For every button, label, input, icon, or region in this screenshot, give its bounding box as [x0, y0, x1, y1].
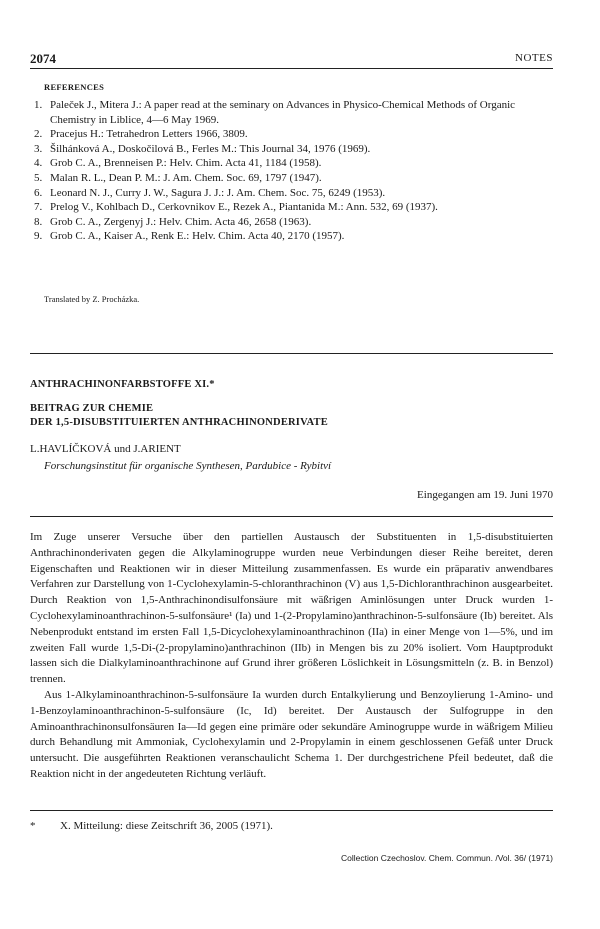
article-title: ANTHRACHINONFARBSTOFFE XI.*	[30, 379, 215, 390]
section-divider	[30, 353, 553, 354]
article-subtitle-line1: BEITRAG ZUR CHEMIE	[30, 403, 154, 414]
reference-item: 7. Prelog V., Kohlbach D., Cerkovnikov E., Rezek A., Piantanida M.: Ann. 532, 69 (1937).	[34, 201, 438, 214]
reference-item: 6. Leonard N. J., Curry J. W., Sagura J. J.: J. Am. Chem. Soc. 75, 6249 (1953).	[34, 186, 386, 199]
journal-page	[30, 0, 553, 929]
reference-item: 5. Malan R. L., Dean P. M.: J. Am. Chem. Soc. 69, 1797 (1947).	[34, 171, 322, 184]
reference-list	[30, 98, 553, 244]
article-institution: Forschungsinstitut für organische Synthesen, Pardubice - Rybitví	[44, 460, 332, 472]
reference-item: 2. Pracejus H.: Tetrahedron Letters 1966, 3809.	[34, 128, 248, 141]
article-body	[30, 530, 553, 783]
reference-item: 9. Grob C. A., Kaiser A., Renk E.: Helv. Chim. Acta 40, 2170 (1957).	[34, 230, 345, 243]
translator-credit: Translated by Z. Procházka.	[44, 294, 140, 304]
page-number: 2074	[30, 51, 56, 66]
page-header	[30, 49, 553, 69]
received-date: Eingegangen am 19. Juni 1970	[417, 489, 553, 501]
reference-item: 3. Šilhánková A., Doskočilová B., Ferles M.: This Journal 34, 1976 (1969).	[34, 142, 371, 155]
body-paragraph: Aus 1-Alkylaminoanthrachinon-5-sulfonsäure Ia wurden durch Entalkylierung und Benzoylierung 1-Amino- und 1-Benzoylaminoanthrachinon-5-sulfonsäure (Ic, Id) bereitet. Der Austausch der Sulfogruppe in den Aminoanthrachinonsulfonsäuren Ia—Id gegen eine primäre oder sekundäre Aminogruppe wurde in wäßrigem Milieu durch Behandlung mit Ammoniak, Cyclohexylamin und 2-Propylamin in einem geschlossenen Gefäß unter Druck untersucht. Die ausgeführten Reaktionen veranschaulicht Schema 1. Der durchgestrichene Pfeil bedeutet, daß die Reaktion nicht in der angedeuteten Richtung verläuft.	[30, 688, 553, 780]
running-title: NOTES	[515, 52, 553, 64]
reference-item: 4. Grob C. A., Brenneisen P.: Helv. Chim. Acta 41, 1184 (1958).	[34, 157, 322, 170]
footnote-divider	[30, 810, 553, 811]
references-heading: REFERENCES	[44, 82, 105, 92]
article-authors: L.HAVLÍČKOVÁ und J.ARIENT	[30, 443, 181, 455]
article-subtitle-line2: DER 1,5-DISUBSTITUIERTEN ANTHRACHINONDERIVATE	[30, 417, 328, 428]
footnote-text: X. Mitteilung: diese Zeitschrift 36, 2005 (1971).	[60, 820, 273, 832]
footnote-mark: *	[30, 820, 36, 832]
journal-citation: Collection Czechoslov. Chem. Commun. /Vol. 36/ (1971)	[341, 853, 553, 863]
reference-item: 8. Grob C. A., Zergenyj J.: Helv. Chim. Acta 46, 2658 (1963).	[34, 215, 312, 228]
header-divider	[30, 516, 553, 517]
reference-item: 1. Paleček J., Mitera J.: A paper read at the seminary on Advances in Physico-Chemical Methods of Organic Chemistry in Liblice, 4—6 May 1969.	[34, 99, 516, 126]
body-paragraph: Im Zuge unserer Versuche über den partiellen Austausch der Substituenten in 1,5-disubstituierten Anthrachinonderivaten gegen die Alkylaminogruppe wurden neue Verbindungen dieser Reihe bereitet, deren Eigenschaften und Reaktionen wir in dieser Mitteilung zusammenfassen. Es wurde ein präparativ anwendbares Verfahren zur Darstellung von 1-Cyclohexylamin-5-chloranthrachinon (V) aus 1,5-Dichloranthrachinon ausgearbeitet. Durch Reaktion von 1,5-Anthrachinondisulfonsäure mit wäßrigen Aminlösungen unter Druck wurden 1-Cyclohexylaminoanthrachinon-5-sulfonsäure¹ (Ia) und 1-(2-Propylamino)anthrachinon-5-sulfonsäure (Ib) bereitet. Als Nebenprodukt entstand im ersten Fall 1,5-Dicyclohexylaminoanthrachinon (IIa) in einer Menge von 1—5%, und im zweiten Fall wurde 1,5-Di-(2-propylamino)anthrachinon (IIb) in Mengen bis zu 20% isoliert. Vom Hauptprodukt lassen sich die Dialkylaminoanthrachinone auf Grund ihrer größeren Löslichkeit in Lösungsmitteln (z. B. in Benzol) trennen.	[30, 531, 553, 686]
